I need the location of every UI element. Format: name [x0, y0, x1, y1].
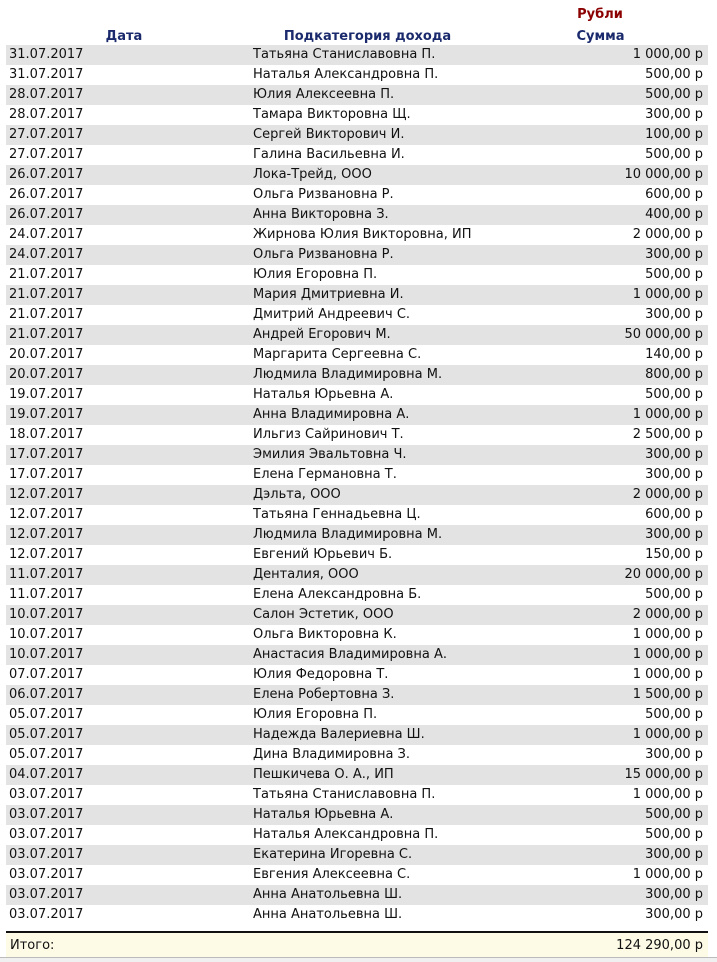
- table-row: [6, 765, 708, 785]
- row-sum: 300,00 р: [645, 887, 703, 902]
- row-sum: 1 000,00 р: [632, 287, 703, 302]
- row-sum: 500,00 р: [645, 387, 703, 402]
- row-subcategory: Елена Германовна Т.: [253, 467, 397, 482]
- table-row: [6, 545, 708, 565]
- row-date: 28.07.2017: [9, 87, 84, 102]
- row-subcategory: Дина Владимировна З.: [253, 747, 411, 762]
- row-subcategory: Андрей Егорович М.: [253, 327, 391, 342]
- row-subcategory: Анна Анатольевна Ш.: [253, 887, 403, 902]
- row-sum: 2 500,00 р: [632, 427, 703, 442]
- row-sum: 300,00 р: [645, 907, 703, 922]
- row-date: 26.07.2017: [9, 187, 84, 202]
- row-subcategory: Екатерина Игоревна С.: [253, 847, 413, 862]
- row-date: 21.07.2017: [9, 307, 84, 322]
- row-sum: 600,00 р: [645, 507, 703, 522]
- table-row: [6, 205, 708, 225]
- row-sum: 500,00 р: [645, 587, 703, 602]
- row-date: 10.07.2017: [9, 647, 84, 662]
- row-date: 21.07.2017: [9, 287, 84, 302]
- row-subcategory: Надежда Валериевна Ш.: [253, 727, 425, 742]
- row-date: 21.07.2017: [9, 327, 84, 342]
- table-row: [6, 225, 708, 245]
- row-subcategory: Татьяна Станиславовна П.: [253, 47, 436, 62]
- row-sum: 500,00 р: [645, 267, 703, 282]
- table-row: [6, 505, 708, 525]
- row-subcategory: Людмила Владимировна М.: [253, 367, 443, 382]
- table-row: [6, 285, 708, 305]
- table-row: [6, 85, 708, 105]
- row-date: 24.07.2017: [9, 247, 84, 262]
- row-date: 05.07.2017: [9, 747, 84, 762]
- row-date: 24.07.2017: [9, 227, 84, 242]
- row-sum: 300,00 р: [645, 747, 703, 762]
- column-header-sum-label: Сумма: [576, 29, 625, 44]
- table-row: [6, 625, 708, 645]
- row-sum: 2 000,00 р: [632, 227, 703, 242]
- row-date: 03.07.2017: [9, 827, 84, 842]
- row-date: 11.07.2017: [9, 587, 84, 602]
- row-date: 12.07.2017: [9, 507, 84, 522]
- row-date: 03.07.2017: [9, 867, 84, 882]
- table-row: [6, 905, 708, 925]
- table-row: [6, 585, 708, 605]
- row-subcategory: Пешкичева О. А., ИП: [253, 767, 394, 782]
- row-sum: 500,00 р: [645, 807, 703, 822]
- row-subcategory: Наталья Александровна П.: [253, 67, 439, 82]
- row-subcategory: Лока-Трейд, ООО: [253, 167, 372, 182]
- row-date: 27.07.2017: [9, 127, 84, 142]
- row-subcategory: Галина Васильевна И.: [253, 147, 405, 162]
- row-sum: 300,00 р: [645, 847, 703, 862]
- total-value: 124 290,00 р: [616, 938, 703, 953]
- table-row: [6, 365, 708, 385]
- table-row: [6, 645, 708, 665]
- row-date: 21.07.2017: [9, 267, 84, 282]
- row-sum: 1 000,00 р: [632, 47, 703, 62]
- row-date: 04.07.2017: [9, 767, 84, 782]
- table-row: [6, 685, 708, 705]
- table-row: [6, 525, 708, 545]
- column-header-subcategory[interactable]: Подкатегория дохода: [252, 29, 483, 46]
- row-subcategory: Мария Дмитриевна И.: [253, 287, 404, 302]
- table-row: [6, 865, 708, 885]
- table-row: [6, 705, 708, 725]
- row-date: 26.07.2017: [9, 167, 84, 182]
- table-row: [6, 305, 708, 325]
- income-table-body: [6, 45, 708, 925]
- table-row: [6, 805, 708, 825]
- row-sum: 300,00 р: [645, 307, 703, 322]
- table-row: [6, 885, 708, 905]
- row-date: 03.07.2017: [9, 887, 84, 902]
- row-date: 17.07.2017: [9, 467, 84, 482]
- table-row: [6, 845, 708, 865]
- row-date: 03.07.2017: [9, 807, 84, 822]
- row-subcategory: Эмилия Эвальтовна Ч.: [253, 447, 407, 462]
- table-row: [6, 165, 708, 185]
- row-sum: 1 500,00 р: [632, 687, 703, 702]
- row-date: 27.07.2017: [9, 147, 84, 162]
- row-sum: 500,00 р: [645, 87, 703, 102]
- row-subcategory: Ольга Ризвановна Р.: [253, 247, 394, 262]
- row-sum: 140,00 р: [645, 347, 703, 362]
- row-sum: 2 000,00 р: [632, 487, 703, 502]
- row-date: 26.07.2017: [9, 207, 84, 222]
- row-date: 03.07.2017: [9, 787, 84, 802]
- table-row: [6, 265, 708, 285]
- row-date: 31.07.2017: [9, 47, 84, 62]
- table-row: [6, 445, 708, 465]
- row-date: 17.07.2017: [9, 447, 84, 462]
- row-sum: 600,00 р: [645, 187, 703, 202]
- row-subcategory: Наталья Александровна П.: [253, 827, 439, 842]
- row-sum: 300,00 р: [645, 447, 703, 462]
- row-date: 28.07.2017: [9, 107, 84, 122]
- row-date: 19.07.2017: [9, 407, 84, 422]
- row-sum: 800,00 р: [645, 367, 703, 382]
- total-row: [6, 931, 708, 957]
- row-subcategory: Тамара Викторовна Щ.: [253, 107, 411, 122]
- row-subcategory: Ольга Викторовна К.: [253, 627, 397, 642]
- row-sum: 300,00 р: [645, 527, 703, 542]
- table-row: [6, 785, 708, 805]
- row-date: 11.07.2017: [9, 567, 84, 582]
- table-row: [6, 565, 708, 585]
- row-subcategory: Денталия, ООО: [253, 567, 359, 582]
- row-date: 12.07.2017: [9, 527, 84, 542]
- row-subcategory: Елена Робертовна З.: [253, 687, 395, 702]
- row-sum: 300,00 р: [645, 247, 703, 262]
- row-subcategory: Елена Александровна Б.: [253, 587, 422, 602]
- row-subcategory: Людмила Владимировна М.: [253, 527, 443, 542]
- table-row: [6, 45, 708, 65]
- row-date: 10.07.2017: [9, 607, 84, 622]
- row-subcategory: Юлия Егоровна П.: [253, 707, 378, 722]
- table-row: [6, 345, 708, 365]
- row-subcategory: Юлия Егоровна П.: [253, 267, 378, 282]
- table-row: [6, 105, 708, 125]
- row-subcategory: Анна Владимировна А.: [253, 407, 410, 422]
- table-row: [6, 425, 708, 445]
- row-date: 03.07.2017: [9, 907, 84, 922]
- bottom-divider: [0, 957, 717, 962]
- row-subcategory: Ильгиз Сайринович Т.: [253, 427, 404, 442]
- row-subcategory: Наталья Юрьевна А.: [253, 387, 394, 402]
- row-date: 12.07.2017: [9, 487, 84, 502]
- row-sum: 150,00 р: [645, 547, 703, 562]
- row-date: 05.07.2017: [9, 727, 84, 742]
- row-sum: 1 000,00 р: [632, 787, 703, 802]
- row-subcategory: Татьяна Геннадьевна Ц.: [253, 507, 421, 522]
- row-sum: 400,00 р: [645, 207, 703, 222]
- currency-label: Рубли: [577, 7, 623, 22]
- row-subcategory: Анастасия Владимировна А.: [253, 647, 447, 662]
- table-row: [6, 405, 708, 425]
- row-sum: 300,00 р: [645, 107, 703, 122]
- row-date: 18.07.2017: [9, 427, 84, 442]
- row-sum: 1 000,00 р: [632, 867, 703, 882]
- table-row: [6, 65, 708, 85]
- row-sum: 100,00 р: [645, 127, 703, 142]
- table-row: [6, 245, 708, 265]
- row-date: 07.07.2017: [9, 667, 84, 682]
- table-row: [6, 325, 708, 345]
- row-sum: 500,00 р: [645, 827, 703, 842]
- row-date: 10.07.2017: [9, 627, 84, 642]
- row-sum: 50 000,00 р: [624, 327, 703, 342]
- row-subcategory: Евгений Юрьевич Б.: [253, 547, 393, 562]
- row-subcategory: Жирнова Юлия Викторовна, ИП: [253, 227, 472, 242]
- row-date: 12.07.2017: [9, 547, 84, 562]
- row-subcategory: Дмитрий Андреевич С.: [253, 307, 411, 322]
- table-row: [6, 385, 708, 405]
- row-sum: 1 000,00 р: [632, 627, 703, 642]
- row-subcategory: Евгения Алексеевна С.: [253, 867, 411, 882]
- row-subcategory: Анна Викторовна З.: [253, 207, 389, 222]
- row-date: 20.07.2017: [9, 347, 84, 362]
- row-sum: 500,00 р: [645, 67, 703, 82]
- table-row: [6, 185, 708, 205]
- total-label: Итого:: [10, 938, 55, 953]
- table-row: [6, 665, 708, 685]
- row-subcategory: Юлия Алексеевна П.: [253, 87, 395, 102]
- row-subcategory: Ольга Ризвановна Р.: [253, 187, 394, 202]
- row-sum: 500,00 р: [645, 147, 703, 162]
- table-row: [6, 145, 708, 165]
- row-sum: 500,00 р: [645, 707, 703, 722]
- row-date: 20.07.2017: [9, 367, 84, 382]
- table-row: [6, 605, 708, 625]
- table-row: [6, 125, 708, 145]
- column-header-sum[interactable]: [493, 29, 706, 46]
- row-sum: 2 000,00 р: [632, 607, 703, 622]
- table-row: [6, 825, 708, 845]
- row-sum: 1 000,00 р: [632, 407, 703, 422]
- row-subcategory: Анна Анатольевна Ш.: [253, 907, 403, 922]
- row-date: 03.07.2017: [9, 847, 84, 862]
- row-sum: 1 000,00 р: [632, 647, 703, 662]
- row-date: 06.07.2017: [9, 687, 84, 702]
- row-subcategory: Маргарита Сергеевна С.: [253, 347, 422, 362]
- row-date: 05.07.2017: [9, 707, 84, 722]
- row-sum: 20 000,00 р: [624, 567, 703, 582]
- row-subcategory: Татьяна Станиславовна П.: [253, 787, 436, 802]
- table-row: [6, 745, 708, 765]
- row-sum: 10 000,00 р: [624, 167, 703, 182]
- row-subcategory: Салон Эстетик, ООО: [253, 607, 394, 622]
- row-subcategory: Дэльта, ООО: [253, 487, 341, 502]
- row-subcategory: Юлия Федоровна Т.: [253, 667, 389, 682]
- row-sum: 1 000,00 р: [632, 667, 703, 682]
- row-sum: 15 000,00 р: [624, 767, 703, 782]
- table-row: [6, 465, 708, 485]
- row-sum: 300,00 р: [645, 467, 703, 482]
- row-sum: 1 000,00 р: [632, 727, 703, 742]
- row-subcategory: Сергей Викторович И.: [253, 127, 405, 142]
- row-date: 19.07.2017: [9, 387, 84, 402]
- row-date: 31.07.2017: [9, 67, 84, 82]
- table-row: [6, 485, 708, 505]
- table-row: [6, 725, 708, 745]
- row-subcategory: Наталья Юрьевна А.: [253, 807, 394, 822]
- column-header-date[interactable]: Дата: [7, 29, 241, 46]
